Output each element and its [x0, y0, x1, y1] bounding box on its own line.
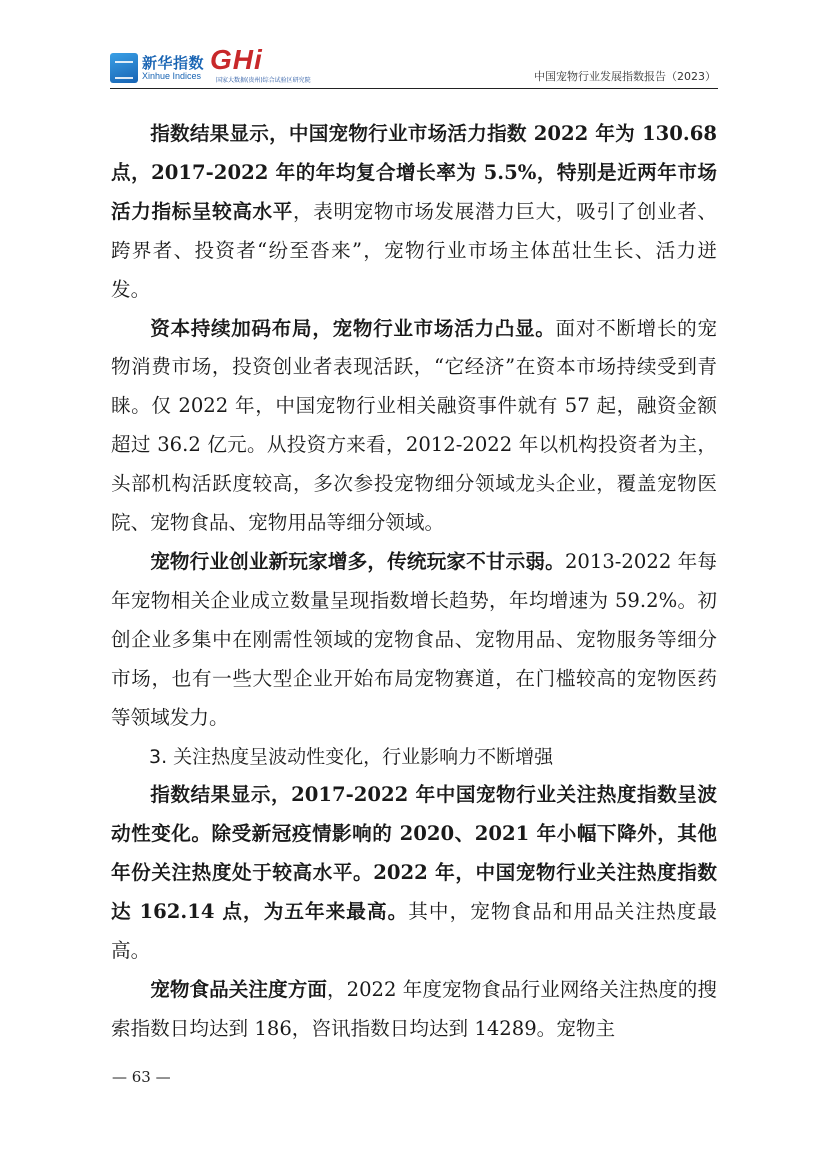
- report-title: 中国宠物行业发展指数报告（2023）: [534, 70, 716, 83]
- paragraph-lead: 宠物食品关注度方面: [150, 977, 327, 1001]
- body-text: [111, 115, 717, 1049]
- paragraph-new-players: [111, 543, 717, 738]
- paragraph-text: 其中，宠物食品和用品关注热度最高。: [111, 900, 718, 963]
- page-number: — 63 —: [112, 1068, 171, 1086]
- paragraph-text: 面对不断增长的宠物消费市场，投资创业者表现活跃，“它经济”在资本市场持续受到青睐。仅 2022 年，中国宠物行业相关融资事件就有 57 起，融资金额超过 36.2 亿元。从投资方来看，2012-2022 年以机构投资者为主，头部机构活跃度较高，多次参投宠物细分领域龙头企业，覆盖宠物医院、宠物食品、宠物用品等细分领域。: [111, 316, 718, 535]
- paragraph-lead: 指数结果显示，中国宠物行业市场活力指数 2022 年为 130.68 点，2017-2022 年的年均复合增长率为 5.5%，特别是近两年市场活力指标呈较高水平: [111, 122, 717, 223]
- paragraph-text: ，2022 年度宠物食品行业网络关注热度的搜索指数日均达到 186，咨讯指数日均达到 14289。宠物主: [111, 977, 718, 1040]
- paragraph-text: 2013-2022 年每年宠物相关企业成立数量呈现指数增长趋势，年均增速为 59.2%。初创企业多集中在刚需性领域的宠物食品、宠物用品、宠物服务等细分市场，也有一些大型企业开始布局宠物赛道，在门槛较高的宠物医药等领域发力。: [111, 549, 718, 729]
- paragraph-lead: 资本持续加码布局，宠物行业市场活力凸显。: [150, 316, 556, 340]
- xinhua-indices-logo: [110, 53, 205, 83]
- xinhua-logo-name: 新华指数: [142, 54, 205, 72]
- ghi-logo: [210, 44, 311, 84]
- section-heading: 3. 关注热度呈波动性变化，行业影响力不断增强: [149, 745, 554, 768]
- paragraph-attention-index: [111, 776, 717, 971]
- paragraph-text: ，表明宠物市场发展潜力巨大，吸引了创业者、跨界者、投资者“纷至沓来”，宠物行业市场主体茁壮生长、活力迸发。: [111, 199, 718, 301]
- xinhua-badge-icon: [110, 53, 138, 83]
- xinhua-logo-english: Xinhue Indices: [142, 71, 202, 81]
- ghi-logo-mark: GHi: [210, 44, 263, 75]
- page-header: [110, 44, 718, 88]
- paragraph-lead: 宠物行业创业新玩家增多，传统玩家不甘示弱。: [150, 549, 565, 573]
- paragraph-market-vitality: [111, 115, 717, 310]
- paragraph-lead: 指数结果显示，2017-2022 年中国宠物行业关注热度指数呈波动性变化。除受新冠疫情影响的 2020、2021 年小幅下降外，其他年份关注热度处于较高水平。2022 年，中国宠物行业关注热度指数达 162.14 点，为五年来最高。: [111, 783, 717, 924]
- header-divider: [110, 88, 718, 89]
- ghi-logo-subtitle: 国家大数据(贵州)综合试验区研究院: [216, 77, 311, 84]
- paragraph-food-attention: [111, 971, 717, 1049]
- paragraph-capital: [111, 310, 717, 543]
